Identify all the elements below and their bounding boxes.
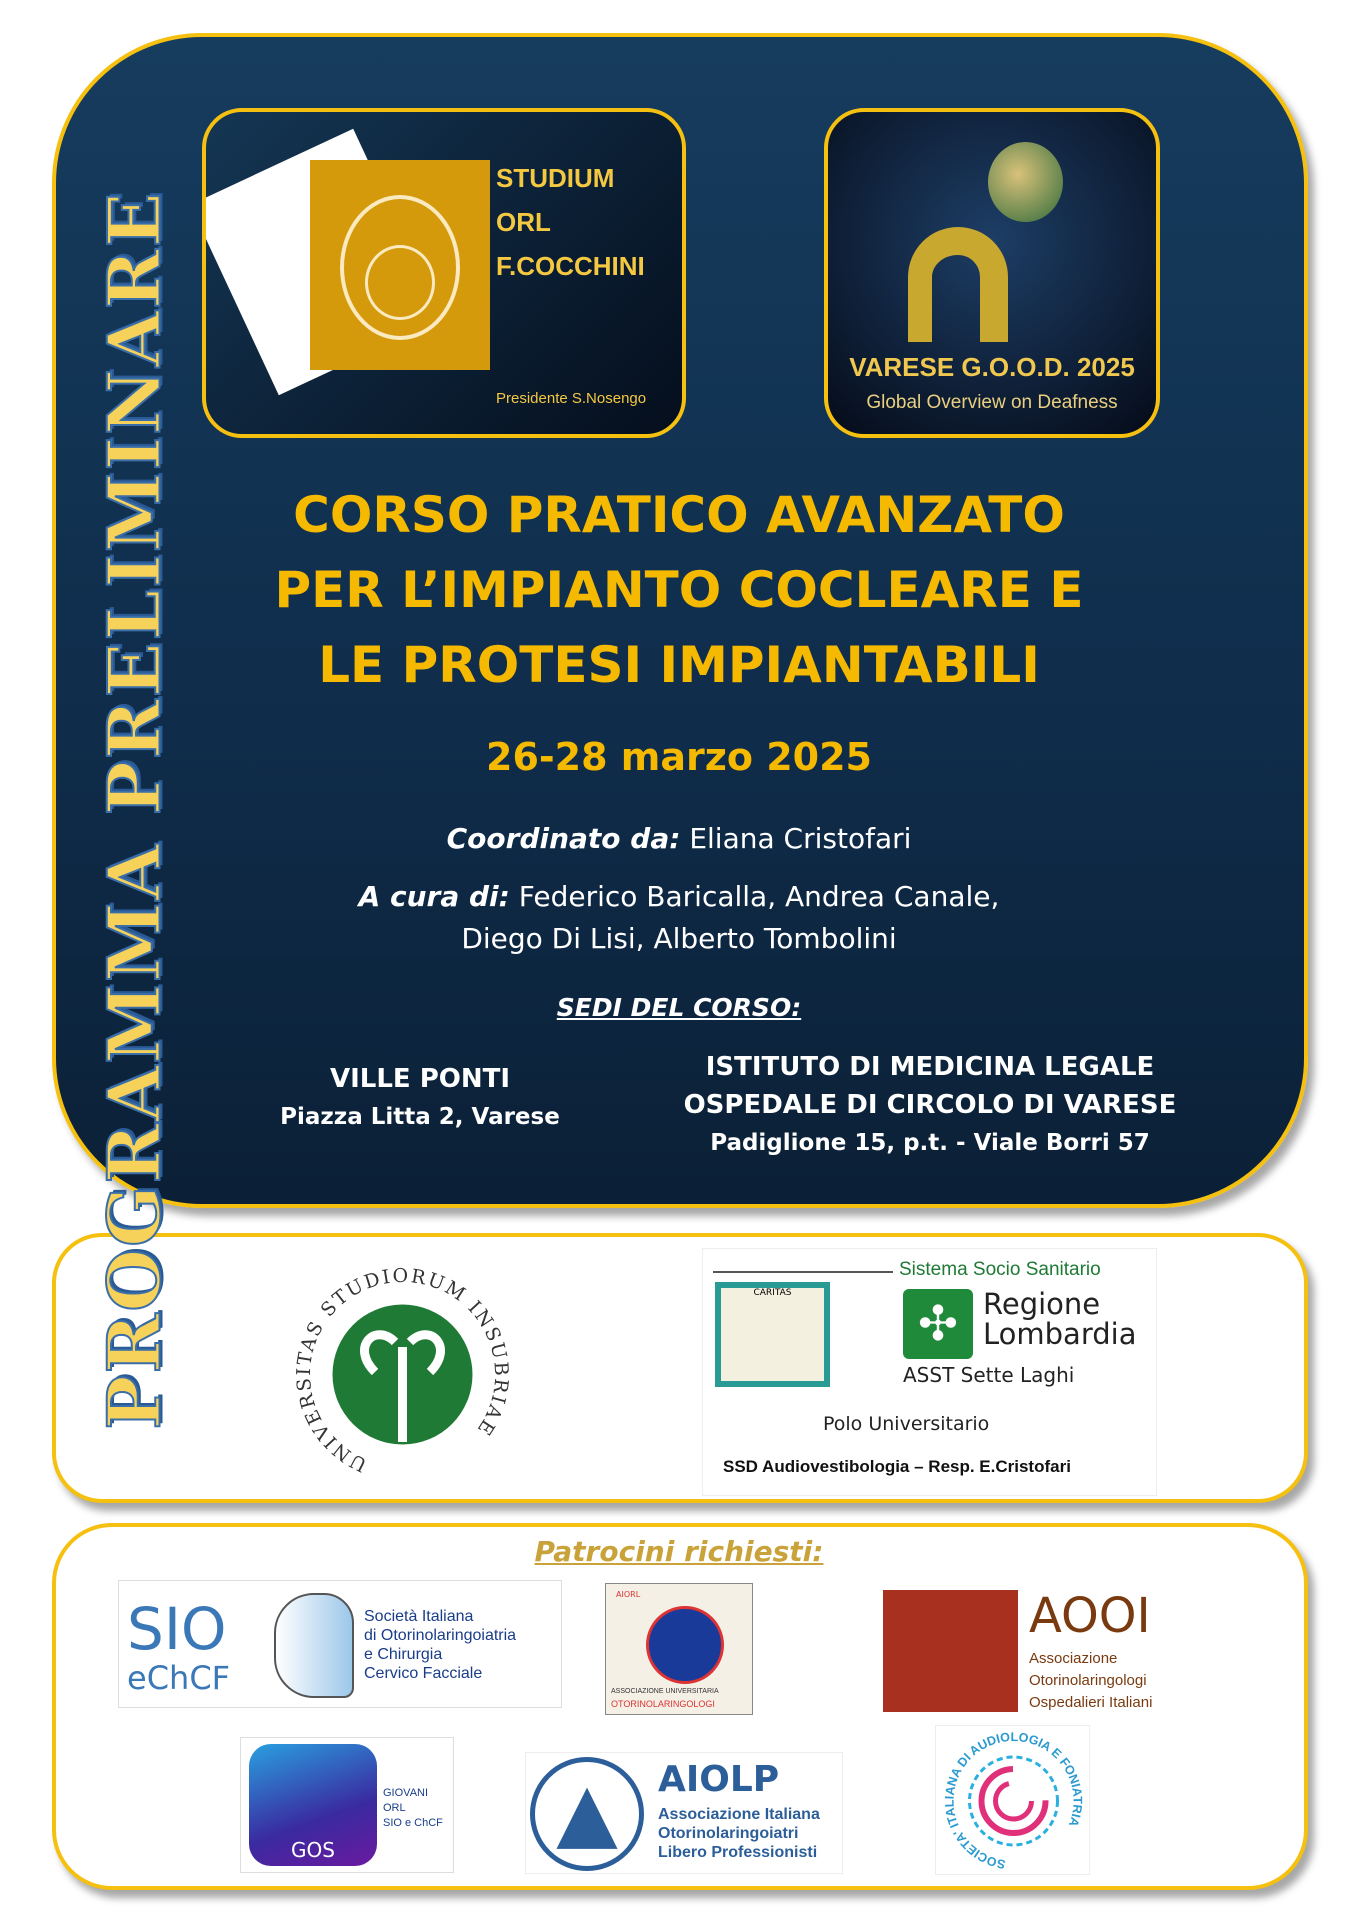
aooi-abbr: AOOI [1029, 1588, 1151, 1644]
sio-abbr: SIO [127, 1595, 227, 1663]
uni-text: UNIVERSITAS STUDIORUM INSUBRIAE [292, 1264, 513, 1477]
coord-name: Eliana Cristofari [689, 822, 912, 855]
course-dates: 26-28 marzo 2025 [486, 735, 872, 779]
sio-line: Società Italiana [364, 1608, 474, 1625]
svg-text:SOCIETA' ITALIANA DI AUDIOLOGI [942, 1730, 1084, 1872]
aooi-line: Ospedalieri Italiani [1029, 1694, 1153, 1711]
aiorl-abbr: AIORL [616, 1590, 641, 1599]
aooi-line: Associazione [1029, 1650, 1118, 1667]
asst-name: ASST Sette Laghi [903, 1363, 1075, 1387]
venue-ville-ponti [250, 1060, 590, 1136]
cura-line2: Diego Di Lisi, Alberto Tombolini [461, 922, 897, 955]
sio-line: e Chirurgia [364, 1646, 443, 1663]
aiolp-abbr: AIOLP [658, 1759, 780, 1800]
aiolp-logo [525, 1752, 843, 1874]
gos-abbr: GOS [291, 1838, 335, 1862]
ssd-text: SSD Audiovestibologia – Resp. E.Cristofari [723, 1457, 1071, 1476]
sio-line: di Otorinolaringoiatria [364, 1627, 517, 1644]
eu-head-icon [646, 1606, 724, 1684]
siaf-logo [935, 1725, 1090, 1875]
region-line: Lombardia [983, 1317, 1137, 1351]
venue-address: Padiglione 15, p.t. - Viale Borri 57 [710, 1130, 1150, 1156]
aooi-logo [883, 1590, 1163, 1715]
venue-line: OSPEDALE DI CIRCOLO DI VARESE [683, 1090, 1177, 1120]
asst-system: Sistema Socio Sanitario [899, 1259, 1101, 1280]
coord-label: Coordinato da: [446, 822, 681, 855]
asst-sette-laghi-logo [702, 1248, 1157, 1496]
gos-line: ORL [383, 1802, 406, 1814]
varese-good-logo [824, 108, 1160, 438]
sio-line: Cervico Facciale [364, 1665, 483, 1682]
studium-line: ORL [496, 207, 551, 237]
medieval-painting-icon [883, 1590, 1018, 1712]
studium-line: STUDIUM [496, 163, 615, 193]
caritas-icon [715, 1282, 830, 1387]
gos-line: GIOVANI [383, 1787, 429, 1799]
region-line: Regione [983, 1287, 1101, 1321]
cura-line1: Federico Baricalla, Andrea Canale, [518, 880, 1000, 913]
aiolp-a-icon: ▲ [530, 1757, 644, 1871]
patrocini-label: Patrocini richiesti: [534, 1535, 824, 1568]
aiorl-line: ASSOCIAZIONE UNIVERSITARIA [611, 1688, 719, 1695]
cochlea-icon [310, 160, 490, 370]
aiorl-line: OTORINOLARINGOLOGI [611, 1699, 715, 1709]
gos-head-icon [249, 1744, 377, 1866]
aiolp-line: Otorinolaringoiatri [658, 1825, 799, 1842]
aooi-line: Otorinolaringologi [1029, 1672, 1147, 1689]
cura-label: A cura di: [358, 880, 510, 913]
aiolp-line: Libero Professionisti [658, 1844, 818, 1861]
gos-logo [240, 1737, 454, 1873]
polo-text: Polo Universitario [823, 1413, 990, 1435]
good-subtitle: Global Overview on Deafness [866, 392, 1118, 413]
title-line: CORSO PRATICO AVANZATO [293, 486, 1065, 544]
venue-address: Piazza Litta 2, Varese [280, 1104, 560, 1130]
aiorl-logo [605, 1583, 753, 1715]
insubria-university-logo [280, 1252, 525, 1497]
sio-abbr2: eChCF [127, 1659, 231, 1697]
globe-icon [988, 142, 1063, 222]
programma-preliminare-label: PROGRAMMA PRELIMINARE [91, 190, 177, 1430]
studium-orl-logo [202, 108, 686, 438]
studium-line: F.COCCHINI [496, 251, 645, 281]
course-title [230, 478, 1128, 703]
caritas-text: CARITAS [721, 1288, 824, 1381]
sedi-label: SEDI DEL CORSO: [556, 993, 802, 1022]
siaf-text: SOCIETA' ITALIANA DI AUDIOLOGIA E FONIATRIA [942, 1729, 1085, 1872]
title-line: LE PROTESI IMPIANTABILI [318, 636, 1040, 694]
venue-name: VILLE PONTI [329, 1064, 511, 1094]
regione-lombardia-icon: ✣ [903, 1289, 973, 1359]
curators [230, 876, 1128, 960]
venue-istituto [665, 1048, 1195, 1162]
president-text: Presidente S.Nosengo [496, 390, 647, 407]
head-profile-icon [274, 1593, 354, 1698]
coordinator [230, 822, 1128, 855]
implant-icon [908, 227, 1008, 342]
good-title: VARESE G.O.O.D. 2025 [849, 352, 1135, 382]
sio-echcf-logo [118, 1580, 562, 1708]
gos-line: SIO e ChCF [383, 1817, 443, 1829]
aiolp-line: Associazione Italiana [658, 1806, 820, 1823]
venue-line: ISTITUTO DI MEDICINA LEGALE [705, 1052, 1155, 1082]
title-line: PER L’IMPIANTO COCLEARE E [274, 561, 1084, 619]
